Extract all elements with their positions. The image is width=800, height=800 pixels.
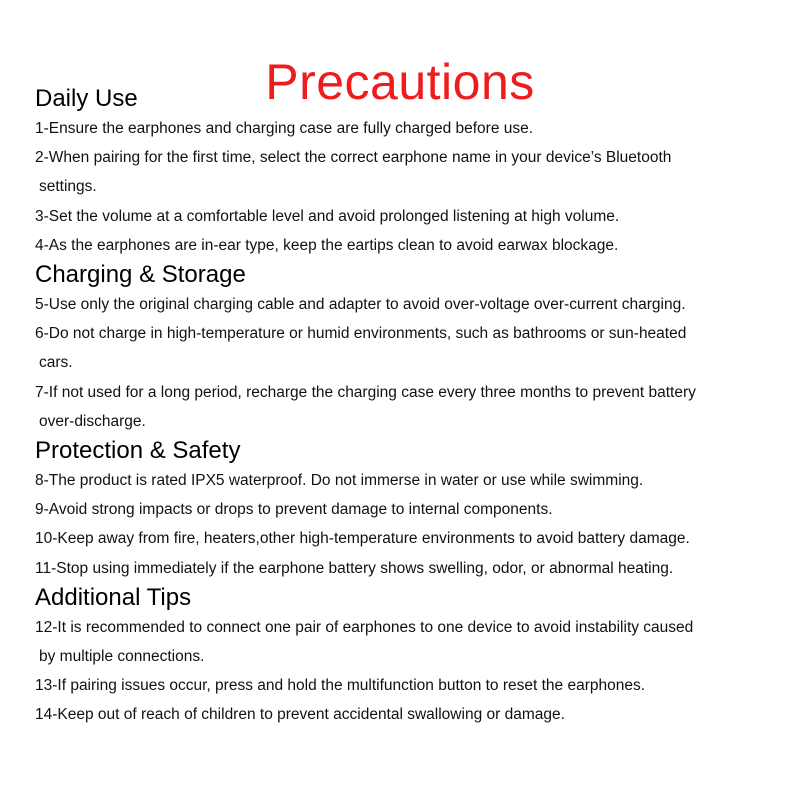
list-item: 8-The product is rated IPX5 waterproof. Do not immerse in water or use while swimming.: [35, 472, 644, 490]
list-item-line: 6-Do not charge in high-temperature or humid environments, such as bathrooms or sun-heated: [35, 325, 687, 343]
list-item: 9-Avoid strong impacts or drops to prevent damage to internal components.: [35, 501, 553, 519]
section-heading: Additional Tips: [35, 583, 192, 611]
list-item-line: 12-It is recommended to connect one pair of earphones to one device to avoid instability caused: [35, 618, 694, 636]
section-charging-storage: [35, 260, 785, 436]
list-item-continuation: over-discharge.: [39, 412, 146, 430]
list-item-continuation: cars.: [39, 354, 73, 372]
section-heading: Protection & Safety: [35, 437, 241, 465]
list-item: 10-Keep away from fire, heaters,other high-temperature environments to avoid battery damage.: [35, 530, 690, 548]
list-item: [35, 143, 785, 201]
list-item: 4-As the earphones are in-ear type, keep the eartips clean to avoid earwax blockage.: [35, 236, 619, 254]
section-heading: Daily Use: [35, 85, 138, 112]
list-item: [35, 319, 785, 377]
page-title: Precautions: [265, 53, 535, 110]
section-additional-tips: [35, 583, 785, 730]
list-item-continuation: by multiple connections.: [39, 648, 205, 666]
precautions-content: [35, 84, 785, 730]
list-item: [35, 613, 785, 671]
list-item: 3-Set the volume at a comfortable level and avoid prolonged listening at high volume.: [35, 207, 620, 225]
list-item: [35, 378, 785, 436]
list-item-line: 2-When pairing for the first time, select the correct earphone name in your device’s Bluetooth: [35, 149, 672, 167]
list-item: 5-Use only the original charging cable and adapter to avoid over-voltage over-current charging.: [35, 296, 686, 314]
list-item: 13-If pairing issues occur, press and hold the multifunction button to reset the earphones.: [35, 677, 646, 695]
list-item: 1-Ensure the earphones and charging case are fully charged before use.: [35, 120, 534, 137]
list-item: 11-Stop using immediately if the earphone battery shows swelling, odor, or abnormal heating.: [35, 559, 674, 577]
section-protection-safety: [35, 436, 785, 583]
section-heading: Charging & Storage: [35, 261, 246, 289]
list-item: 14-Keep out of reach of children to prevent accidental swallowing or damage.: [35, 706, 565, 724]
list-item-line: 7-If not used for a long period, recharge the charging case every three months to prevent battery: [35, 383, 696, 401]
list-item-continuation: settings.: [39, 178, 97, 196]
section-daily-use: [35, 84, 785, 260]
